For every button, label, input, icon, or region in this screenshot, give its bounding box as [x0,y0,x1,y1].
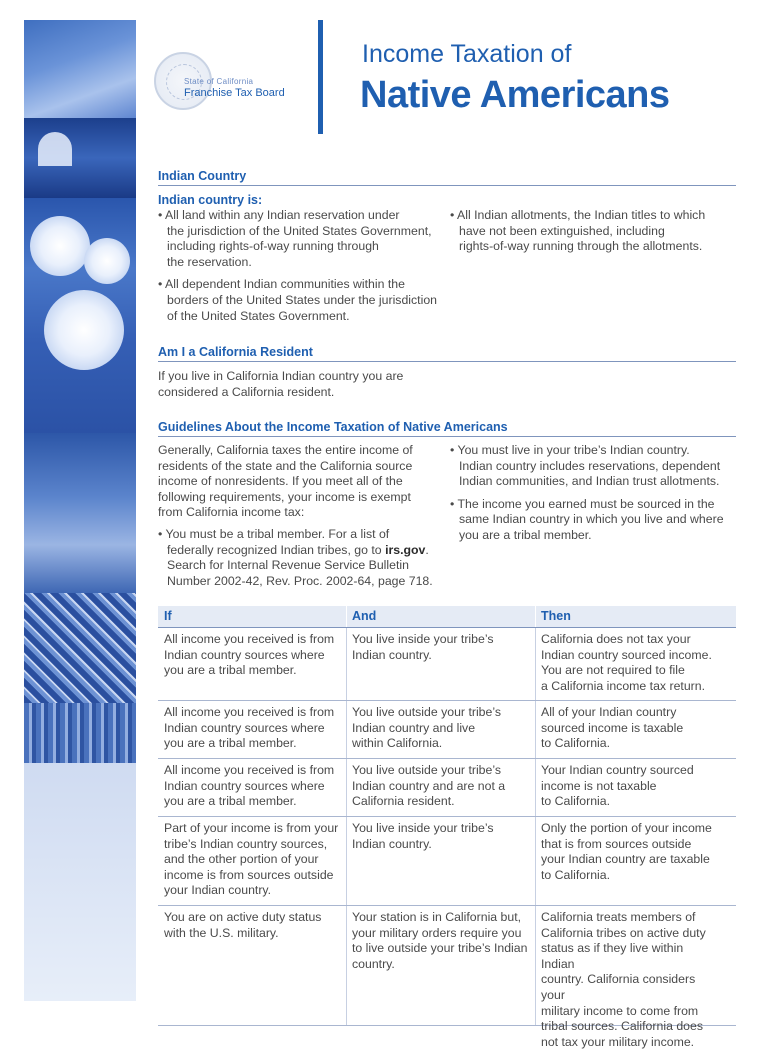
state-name: State of California [184,77,254,86]
section-heading-resident: Am I a California Resident [158,345,313,359]
page-title-line1: Income Taxation of [362,40,572,68]
indian-country-subheading: Indian country is: [158,193,263,207]
cell-then: California does not tax your Indian country sourced income. You are not required to file a California income tax return. [541,632,712,693]
section-rule [158,436,736,437]
guidelines-left-column [158,443,448,589]
capitol-dome-icon [38,132,72,166]
section-heading-guidelines: Guidelines About the Income Taxation of Native Americans [158,420,508,434]
guidelines-right-column [450,443,736,544]
list-item: • All Indian allotments, the Indian titles to which have not been extinguished, including rights-of-way running through the allotments. [450,208,706,254]
cell-if: You are on active duty status with the U.S. military. [164,910,322,940]
photo-strip-poppies [24,198,136,433]
cell-and: You live outside your tribe’s Indian country and live within California. [352,705,502,751]
list-item: • All dependent Indian communities within the borders of the United States under the jurisdiction of the United States Government. [158,277,438,323]
cell-and: You live inside your tribe’s Indian country. [352,821,494,851]
cell-then: California treats members of California tribes on active duty status as if they live within Indian country. California considers your military income to come from tribal sources. California does not tax your military income. [541,910,706,1049]
poppy-flower-icon [30,216,90,276]
photo-strip-landscape [24,433,136,593]
section-heading-indian-country: Indian Country [158,169,247,183]
cell-then: All of your Indian country sourced income is taxable to California. [541,705,684,751]
column-header-if: If [164,609,172,623]
list-item: • You must live in your tribe’s Indian country. Indian country includes reservations, dependent Indian communities, and Indian trust allotments. [450,443,721,489]
photo-strip-capitol [24,118,136,198]
list-item: • You must be a tribal member. For a list of federally recognized Indian tribes, go to irs.gov. Search for Internal Revenue Service Bulletin Number 2002-42, Rev. Proc. 2002-64, page 718. [158,526,433,588]
agency-block [184,77,285,99]
list-item: • The income you earned must be sourced in the same Indian country in which you live and where you are a tribal member. [450,496,724,542]
cell-then: Your Indian country sourced income is not taxable to California. [541,763,694,809]
column-header-then: Then [541,609,571,623]
cell-and: Your station is in California but, your military orders require you to live outside your tribe’s Indian country. [352,910,528,971]
cell-if: All income you received is from Indian country sources where you are a tribal member. [164,632,335,678]
table-row [158,817,736,906]
table-body [158,628,736,1049]
cell-and: You live outside your tribe’s Indian country and are not a California resident. [352,763,506,809]
table-row [158,628,736,701]
cell-then: Only the portion of your income that is from sources outside your Indian country are taxable to California. [541,821,712,882]
table-header [158,606,736,628]
guidelines-intro: Generally, California taxes the entire income of residents of the state and the California source income of nonresidents. If you meet all of the following requirements, your income is exempt from California income tax: [158,443,413,520]
cell-if: All income you received is from Indian country sources where you are a tribal member. [164,705,335,751]
resident-paragraph: If you live in California Indian country you are considered a California resident. [158,369,404,399]
poppy-flower-icon [84,238,130,284]
title-divider [318,20,323,134]
section-rule [158,361,736,362]
table-row [158,759,736,817]
cell-if: Part of your income is from your tribe’s Indian country sources, and the other portion of your income is from sources outside your Indian country. [164,821,339,898]
cell-if: All income you received is from Indian country sources where you are a tribal member. [164,763,335,809]
indian-country-left-list [158,208,448,324]
photo-strip-fade [24,763,136,1001]
agency-name: Franchise Tax Board [184,87,285,99]
cell-and: You live inside your tribe’s Indian country. [352,632,494,662]
photo-strip-city [24,593,136,703]
table-row [158,701,736,759]
list-item: • All land within any Indian reservation under the jurisdiction of the United States Government, including rights-of-way running through the reservation. [158,208,432,269]
photo-strip-buildings [24,703,136,763]
section-rule [158,185,736,186]
poppy-flower-icon [44,290,124,370]
income-tax-table [158,606,736,1049]
column-header-and: And [352,609,377,623]
page-title-line2: Native Americans [360,74,670,116]
photo-strip-sky [24,20,136,120]
table-row [158,906,736,1049]
irs-link[interactable]: irs.gov [385,542,426,557]
indian-country-right-list [450,208,736,255]
